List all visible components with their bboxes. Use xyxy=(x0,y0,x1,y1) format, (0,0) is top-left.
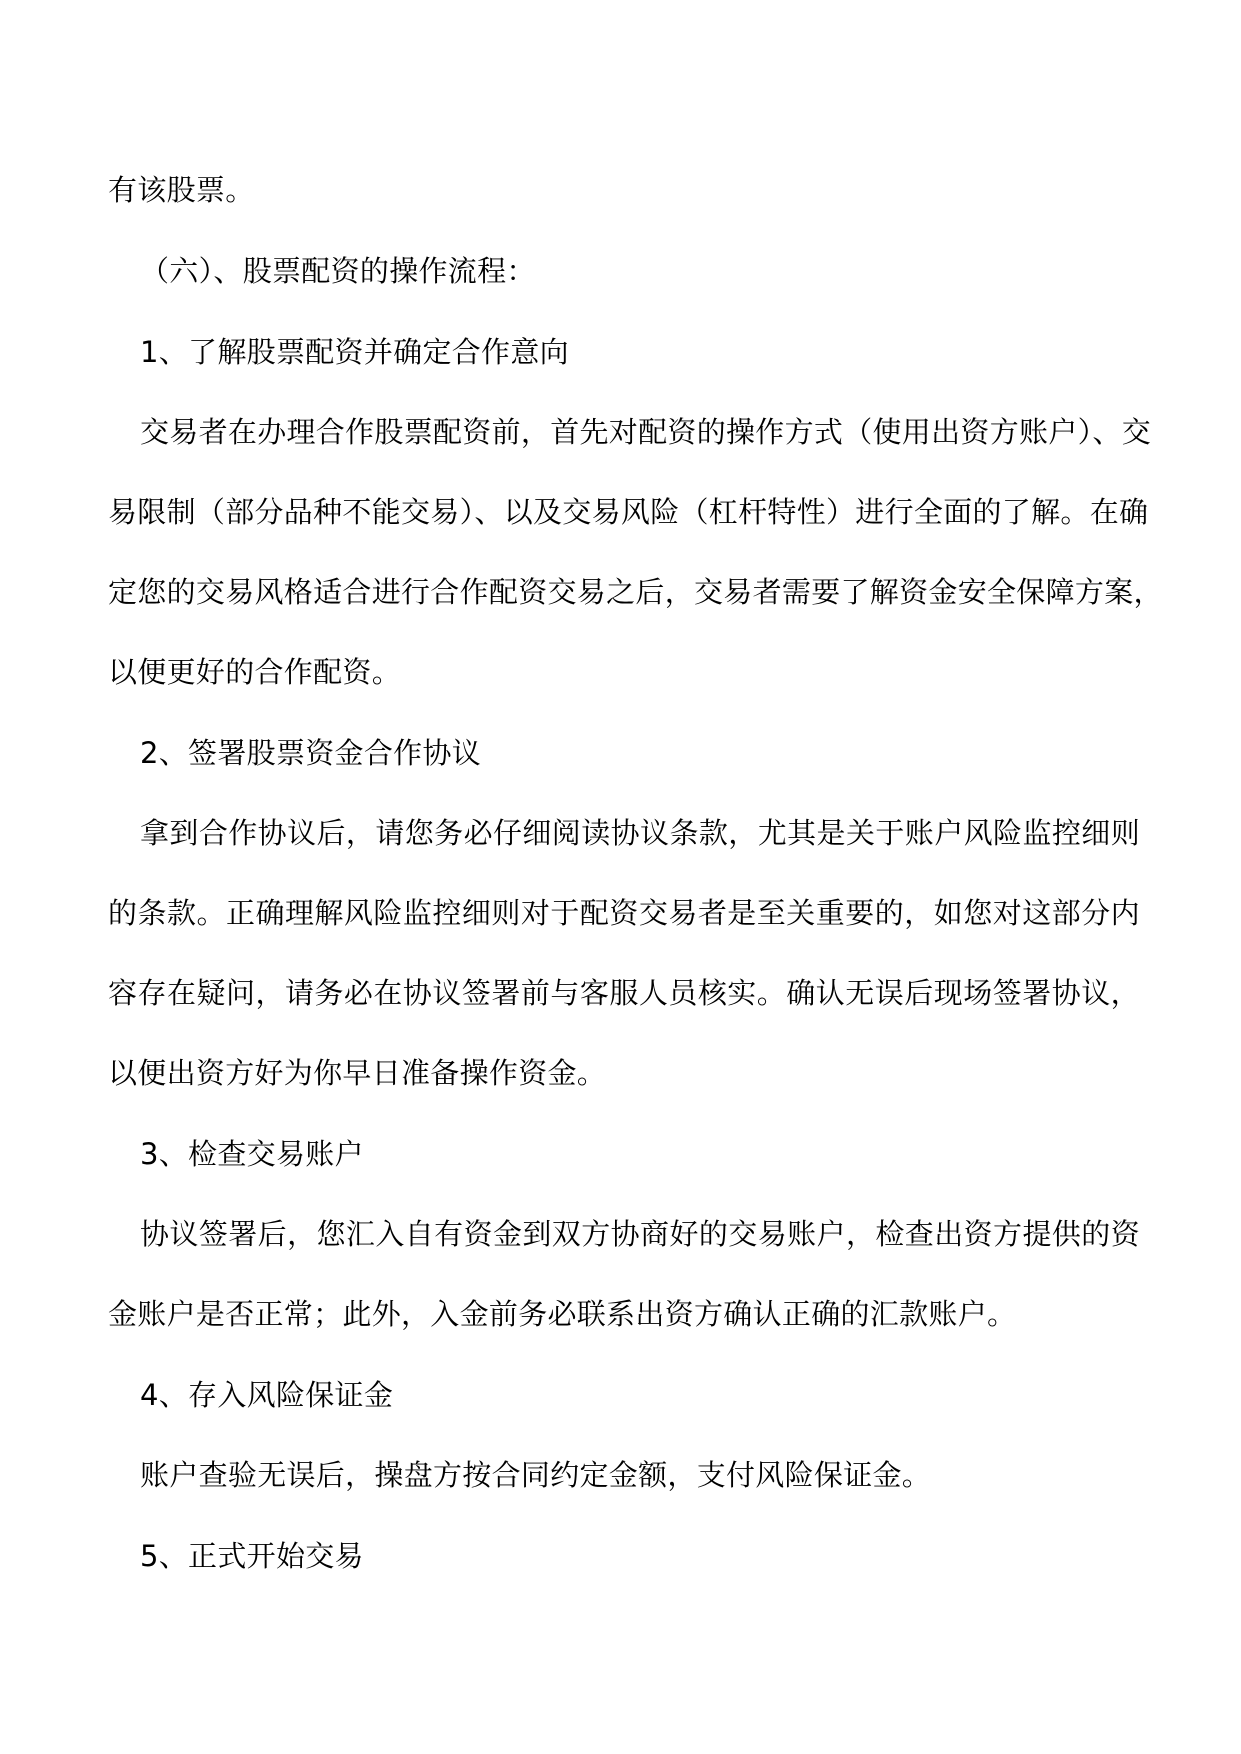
step-2-paragraph-line-4: 以便出资方好为你早日准备操作资金。 xyxy=(108,1056,607,1090)
paragraph-continuation: 有该股票。 xyxy=(108,173,255,207)
step-1-paragraph-line-2: 易限制（部分品种不能交易）、以及交易风险（杠杆特性）进行全面的了解。在确 xyxy=(108,495,1149,529)
step-4-paragraph-line-1: 账户查验无误后，操盘方按合同约定金额，支付风险保证金。 xyxy=(140,1458,932,1492)
section-heading: （六）、股票配资的操作流程： xyxy=(140,254,536,288)
step-heading-4: 4、存入风险保证金 xyxy=(140,1378,394,1412)
step-1-paragraph-line-4: 以便更好的合作配资。 xyxy=(108,655,402,689)
step-1-paragraph-line-1: 交易者在办理合作股票配资前，首先对配资的操作方式（使用出资方账户）、交 xyxy=(140,415,1152,449)
step-heading-2: 2、签署股票资金合作协议 xyxy=(140,736,482,770)
step-heading-3: 3、检查交易账户 xyxy=(140,1137,364,1171)
step-3-paragraph-line-1: 协议签署后，您汇入自有资金到双方协商好的交易账户，检查出资方提供的资 xyxy=(140,1217,1140,1251)
step-heading-5: 5、正式开始交易 xyxy=(140,1539,364,1573)
step-2-paragraph-line-3: 容存在疑问，请务必在协议签署前与客服人员核实。确认无误后现场签署协议， xyxy=(108,976,1140,1010)
step-heading-1: 1、了解股票配资并确定合作意向 xyxy=(140,335,569,369)
step-2-paragraph-line-1: 拿到合作协议后，请您务必仔细阅读协议条款，尤其是关于账户风险监控细则 xyxy=(140,816,1140,850)
step-3-paragraph-line-2: 金账户是否正常；此外，入金前务必联系出资方确认正确的汇款账户。 xyxy=(108,1297,1017,1331)
step-1-paragraph-line-3: 定您的交易风格适合进行合作配资交易之后，交易者需要了解资金安全保障方案， xyxy=(108,575,1163,609)
step-2-paragraph-line-2: 的条款。正确理解风险监控细则对于配资交易者是至关重要的，如您对这部分内 xyxy=(108,896,1140,930)
